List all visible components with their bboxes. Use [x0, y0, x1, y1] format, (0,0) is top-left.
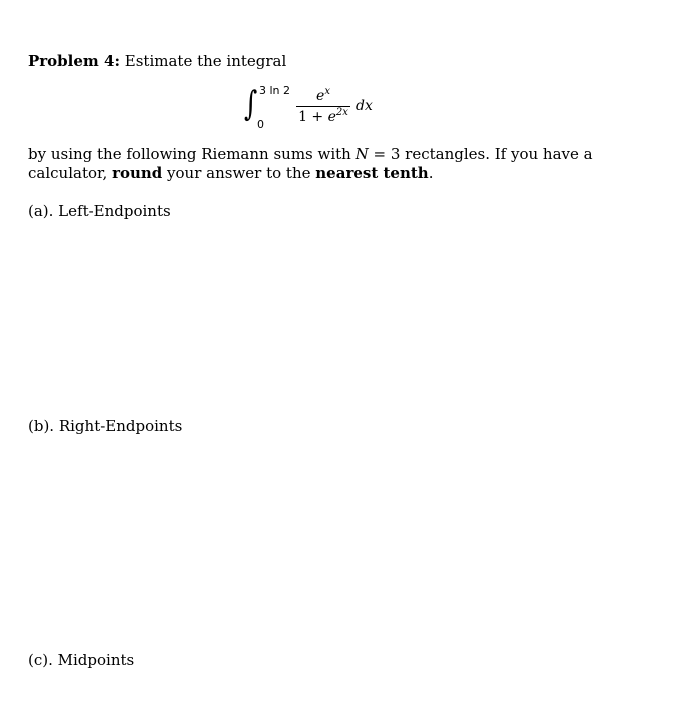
lower-limit: 0 — [257, 118, 264, 131]
part-c-heading: (c). Midpoints — [28, 651, 135, 669]
denominator: $1 + e^{2x}$ — [298, 107, 348, 125]
upper-limit: 3 ln 2 — [259, 84, 291, 97]
integrand-fraction — [296, 88, 350, 126]
problem-label: Problem 4: — [28, 52, 120, 70]
problem-statement — [28, 52, 286, 71]
integral-sign: ∫ — [244, 84, 258, 124]
differential: dx — [356, 98, 373, 114]
instructions — [28, 145, 628, 183]
numerator: $e^x$ — [316, 86, 330, 104]
part-a-heading: (a). Left-Endpoints — [28, 202, 171, 220]
integral-expression — [244, 84, 384, 134]
part-b-heading: (b). Right-Endpoints — [28, 417, 183, 435]
instructions-line-1: by using the following Riemann sums with N = 3 rectangles. If you have a — [28, 145, 593, 163]
instructions-line-2: calculator, round your answer to the nearest tenth. — [28, 164, 434, 182]
problem-text: Estimate the integral — [124, 52, 287, 70]
